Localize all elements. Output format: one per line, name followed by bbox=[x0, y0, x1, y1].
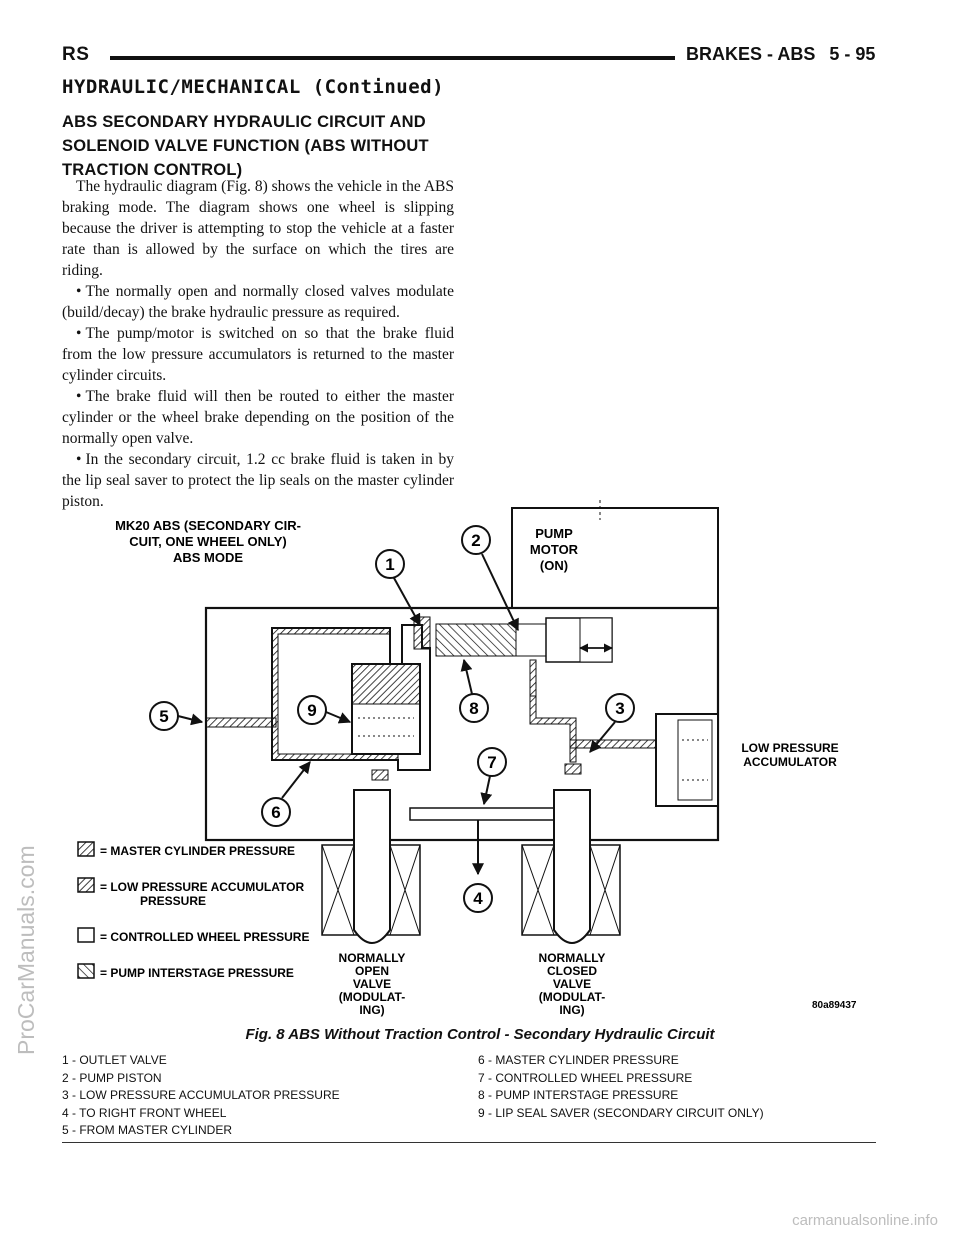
page-number: 5 - 95 bbox=[829, 44, 876, 64]
callout-5 bbox=[150, 702, 202, 730]
low-pressure-label: LOW PRESSURE bbox=[741, 741, 839, 755]
svg-text:ING): ING) bbox=[359, 1003, 385, 1017]
svg-text:= LOW PRESSURE ACCUMULATOR: = LOW PRESSURE ACCUMULATOR bbox=[100, 880, 305, 894]
legend-item: 2 - PUMP PISTON bbox=[62, 1070, 162, 1085]
svg-text:9: 9 bbox=[307, 701, 317, 720]
legend-item: 7 - CONTROLLED WHEEL PRESSURE bbox=[478, 1070, 693, 1085]
svg-text:ING): ING) bbox=[559, 1003, 585, 1017]
svg-text:(MODULAT-: (MODULAT- bbox=[338, 990, 406, 1004]
intro-paragraph: The hydraulic diagram (Fig. 8) shows the vehicle in the ABS braking mode. The diagram shows one wheel is slipping because the driver is attempting to stop the vehicle at a faster rate than is allowed by the surface on which the tires are riding. bbox=[62, 178, 454, 279]
bullet-item: • The brake fluid will then be routed to either the master cylinder or the wheel brake depending on the position of the normally open valve. bbox=[62, 388, 454, 447]
svg-text:4: 4 bbox=[473, 889, 483, 908]
svg-text:= MASTER CYLINDER PRESSURE: = MASTER CYLINDER PRESSURE bbox=[100, 844, 296, 858]
normally-closed-label: NORMALLY bbox=[538, 951, 606, 965]
pump-motor-label: (ON) bbox=[539, 558, 569, 573]
svg-text:7: 7 bbox=[487, 753, 497, 772]
header-manual-code: RS bbox=[62, 44, 90, 65]
pump-motor-label: PUMP bbox=[535, 526, 573, 541]
header-right bbox=[686, 44, 875, 65]
bullet-item: • In the secondary circuit, 1.2 cc brake fluid is taken in by the lip seal saver to protect the lip seals on the master cylinder piston. bbox=[62, 451, 454, 510]
figure-legend-left bbox=[62, 1052, 340, 1140]
legend-item: 5 - FROM MASTER CYLINDER bbox=[62, 1123, 233, 1137]
bullet-icon: • bbox=[76, 388, 82, 405]
figure-ref-code: 80a89437 bbox=[812, 1000, 857, 1011]
svg-text:PRESSURE: PRESSURE bbox=[140, 894, 207, 908]
header-section-title: BRAKES - ABS bbox=[686, 44, 816, 64]
legend-item: 6 - MASTER CYLINDER PRESSURE bbox=[478, 1053, 679, 1067]
diagram-title-line: ABS MODE bbox=[172, 550, 244, 565]
pump-piston bbox=[436, 624, 516, 656]
bullet-item: • The normally open and normally closed valves modulate (build/decay) the brake hydraulic pressure as required. bbox=[62, 283, 454, 321]
low-pressure-swatch bbox=[78, 878, 94, 892]
svg-text:VALVE: VALVE bbox=[352, 977, 392, 991]
svg-text:5: 5 bbox=[159, 707, 169, 726]
svg-text:(MODULAT-: (MODULAT- bbox=[538, 990, 606, 1004]
section-title: HYDRAULIC/MECHANICAL (Continued) bbox=[62, 76, 445, 98]
pump-motor-label: MOTOR bbox=[529, 542, 579, 557]
low-pressure-label: ACCUMULATOR bbox=[743, 755, 837, 769]
bullet-icon: • bbox=[76, 283, 82, 300]
body-text bbox=[62, 176, 454, 512]
svg-text:OPEN: OPEN bbox=[354, 964, 390, 978]
subsection-title: ABS SECONDARY HYDRAULIC CIRCUIT AND SOLENOID VALVE FUNCTION (ABS WITHOUT TRACTION CONTROL) bbox=[62, 113, 429, 179]
footer-watermark: carmanualsonline.info bbox=[792, 1212, 938, 1229]
figure-legend-right bbox=[478, 1052, 764, 1122]
svg-text:= CONTROLLED WHEEL PRESSURE: = CONTROLLED WHEEL PRESSURE bbox=[100, 930, 310, 944]
controlled-wheel-pressure-swatch bbox=[78, 928, 94, 942]
svg-text:6: 6 bbox=[271, 803, 281, 822]
pump-interstage-pressure-swatch bbox=[78, 964, 94, 978]
wheel-pressure-line bbox=[410, 808, 576, 820]
legend-item: 4 - TO RIGHT FRONT WHEEL bbox=[62, 1105, 227, 1120]
normally-open-valve bbox=[354, 790, 390, 943]
normally-open-label: NORMALLY bbox=[338, 951, 406, 965]
outlet-valve bbox=[414, 617, 430, 649]
normally-closed-valve bbox=[554, 790, 590, 943]
svg-text:ProCarManuals.com: ProCarManuals.com bbox=[13, 845, 39, 1055]
figure-caption: Fig. 8 ABS Without Traction Control - Secondary Hydraulic Circuit bbox=[245, 1026, 715, 1043]
legend-item: 3 - LOW PRESSURE ACCUMULATOR PRESSURE bbox=[62, 1088, 340, 1102]
bullet-icon: • bbox=[76, 451, 82, 468]
diagram-title-line: CUIT, ONE WHEEL ONLY) bbox=[129, 534, 287, 549]
side-watermark bbox=[4, 520, 44, 1060]
header-rule bbox=[110, 56, 675, 60]
svg-text:8: 8 bbox=[469, 699, 479, 718]
callout-4 bbox=[464, 884, 492, 912]
legend-item: 1 - OUTLET VALVE bbox=[62, 1053, 167, 1067]
bullet-icon: • bbox=[76, 325, 82, 342]
svg-text:CLOSED: CLOSED bbox=[546, 964, 598, 978]
legend-item: 9 - LIP SEAL SAVER (SECONDARY CIRCUIT ONLY) bbox=[478, 1105, 764, 1120]
footer-rule bbox=[62, 1142, 876, 1143]
bullet-item: • The pump/motor is switched on so that the brake fluid from the low pressure accumulators is returned to the master cylinder circuits. bbox=[62, 325, 454, 384]
legend-item: 8 - PUMP INTERSTAGE PRESSURE bbox=[478, 1088, 679, 1102]
svg-text:3: 3 bbox=[615, 699, 625, 718]
svg-text:1: 1 bbox=[385, 555, 395, 574]
hydraulic-diagram bbox=[60, 500, 900, 1020]
svg-text:= PUMP INTERSTAGE PRESSURE: = PUMP INTERSTAGE PRESSURE bbox=[100, 966, 294, 980]
diagram-title-line: MK20 ABS (SECONDARY CIR- bbox=[115, 518, 301, 533]
pressure-legend bbox=[78, 842, 309, 980]
master-cylinder-pressure-swatch bbox=[78, 842, 94, 856]
master-cylinder-inlet bbox=[206, 718, 276, 727]
svg-text:VALVE: VALVE bbox=[552, 977, 592, 991]
svg-text:2: 2 bbox=[471, 531, 481, 550]
